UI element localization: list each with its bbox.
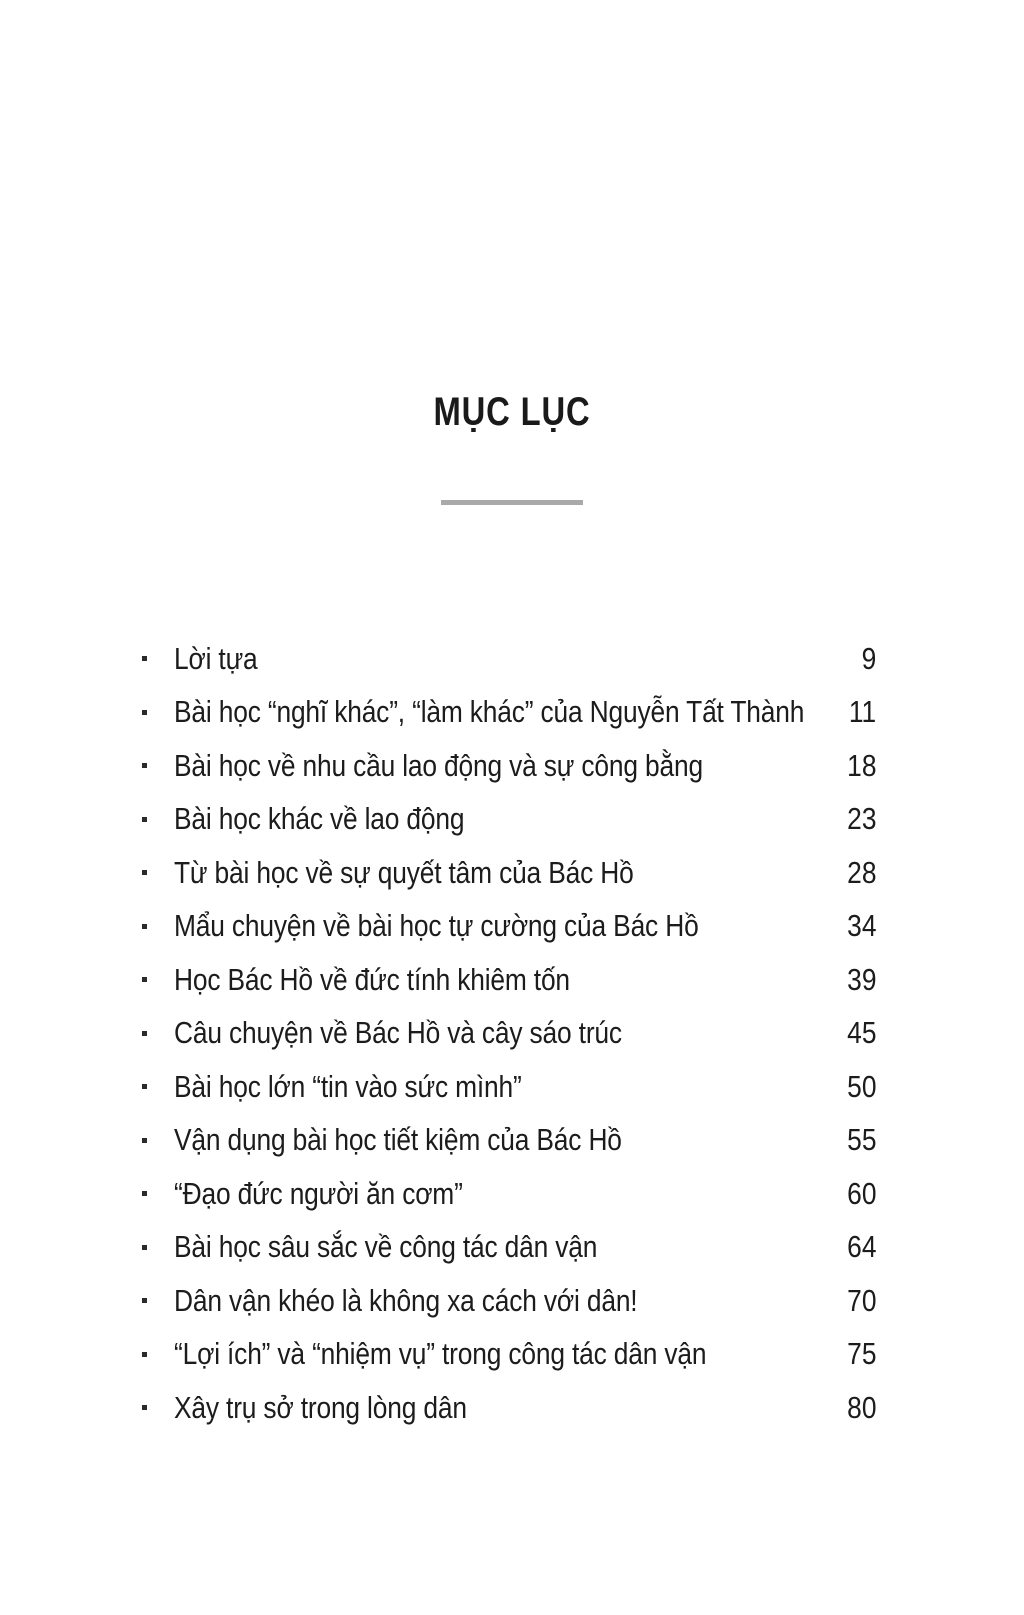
bullet-icon — [142, 1191, 147, 1196]
toc-item-page-number: 11 — [848, 694, 876, 730]
bullet-icon — [142, 710, 147, 715]
toc-item-title: Bài học về nhu cầu lao động và sự công bằng — [174, 747, 703, 783]
toc-item-page-number: 64 — [846, 1229, 876, 1265]
bullet-icon — [142, 977, 147, 982]
page-title: MỤC LỤC — [433, 390, 591, 434]
bullet-icon — [142, 1138, 147, 1143]
bullet-icon — [142, 870, 147, 875]
toc-item — [142, 739, 876, 793]
bullet-icon — [142, 656, 147, 661]
toc-item — [142, 793, 876, 847]
bullet-icon — [142, 763, 147, 768]
toc-item-page-number: 18 — [846, 747, 876, 783]
toc-item-page-number: 60 — [846, 1175, 876, 1211]
toc-item — [142, 953, 876, 1007]
toc-item-page-number: 23 — [846, 801, 876, 837]
toc-list — [142, 632, 876, 1435]
toc-item-title: Dân vận khéo là không xa cách với dân! — [174, 1282, 638, 1318]
toc-item — [142, 1274, 876, 1328]
toc-item-title: Câu chuyện về Bác Hồ và cây sáo trúc — [174, 1015, 622, 1051]
bullet-icon — [142, 1031, 147, 1036]
toc-item-title: Xây trụ sở trong lòng dân — [174, 1389, 467, 1425]
toc-item — [142, 1328, 876, 1382]
toc-item-page-number: 50 — [846, 1068, 876, 1104]
toc-item-title: Bài học “nghĩ khác”, “làm khác” của Nguyễn Tất Thành — [174, 694, 805, 730]
toc-item-title: “Đạo đức người ăn cơm” — [174, 1175, 463, 1211]
toc-item-page-number: 28 — [846, 854, 876, 890]
toc-item — [142, 686, 876, 740]
toc-item-page-number: 80 — [846, 1389, 876, 1425]
toc-item — [142, 632, 876, 686]
toc-item-page-number: 75 — [846, 1336, 876, 1372]
toc-item-title: Học Bác Hồ về đức tính khiêm tốn — [174, 961, 570, 997]
bullet-icon — [142, 1298, 147, 1303]
toc-item-title: Bài học khác về lao động — [174, 801, 465, 837]
toc-item-page-number: 45 — [846, 1015, 876, 1051]
toc-item — [142, 1114, 876, 1168]
toc-item-title: Bài học lớn “tin vào sức mình” — [174, 1068, 522, 1104]
bullet-icon — [142, 817, 147, 822]
toc-item-page-number: 55 — [846, 1122, 876, 1158]
toc-item — [142, 900, 876, 954]
toc-item-page-number: 70 — [846, 1282, 876, 1318]
toc-item-title: Mẩu chuyện về bài học tự cường của Bác Hồ — [174, 908, 699, 944]
toc-item — [142, 1381, 876, 1435]
toc-item — [142, 1221, 876, 1275]
toc-item-page-number: 39 — [846, 961, 876, 997]
toc-item — [142, 846, 876, 900]
toc-item-page-number: 9 — [861, 640, 876, 676]
toc-item-title: “Lợi ích” và “nhiệm vụ” trong công tác dân vận — [174, 1336, 707, 1372]
toc-item-title: Lời tựa — [174, 640, 258, 676]
bullet-icon — [142, 1084, 147, 1089]
bullet-icon — [142, 924, 147, 929]
title-divider — [441, 500, 583, 505]
toc-item — [142, 1060, 876, 1114]
toc-item-title: Vận dụng bài học tiết kiệm của Bác Hồ — [174, 1122, 622, 1158]
bullet-icon — [142, 1245, 147, 1250]
toc-item-title: Từ bài học về sự quyết tâm của Bác Hồ — [174, 854, 634, 890]
toc-item-title: Bài học sâu sắc về công tác dân vận — [174, 1229, 598, 1265]
bullet-icon — [142, 1405, 147, 1410]
bullet-icon — [142, 1352, 147, 1357]
toc-item — [142, 1007, 876, 1061]
toc-item-page-number: 34 — [846, 908, 876, 944]
toc-item — [142, 1167, 876, 1221]
